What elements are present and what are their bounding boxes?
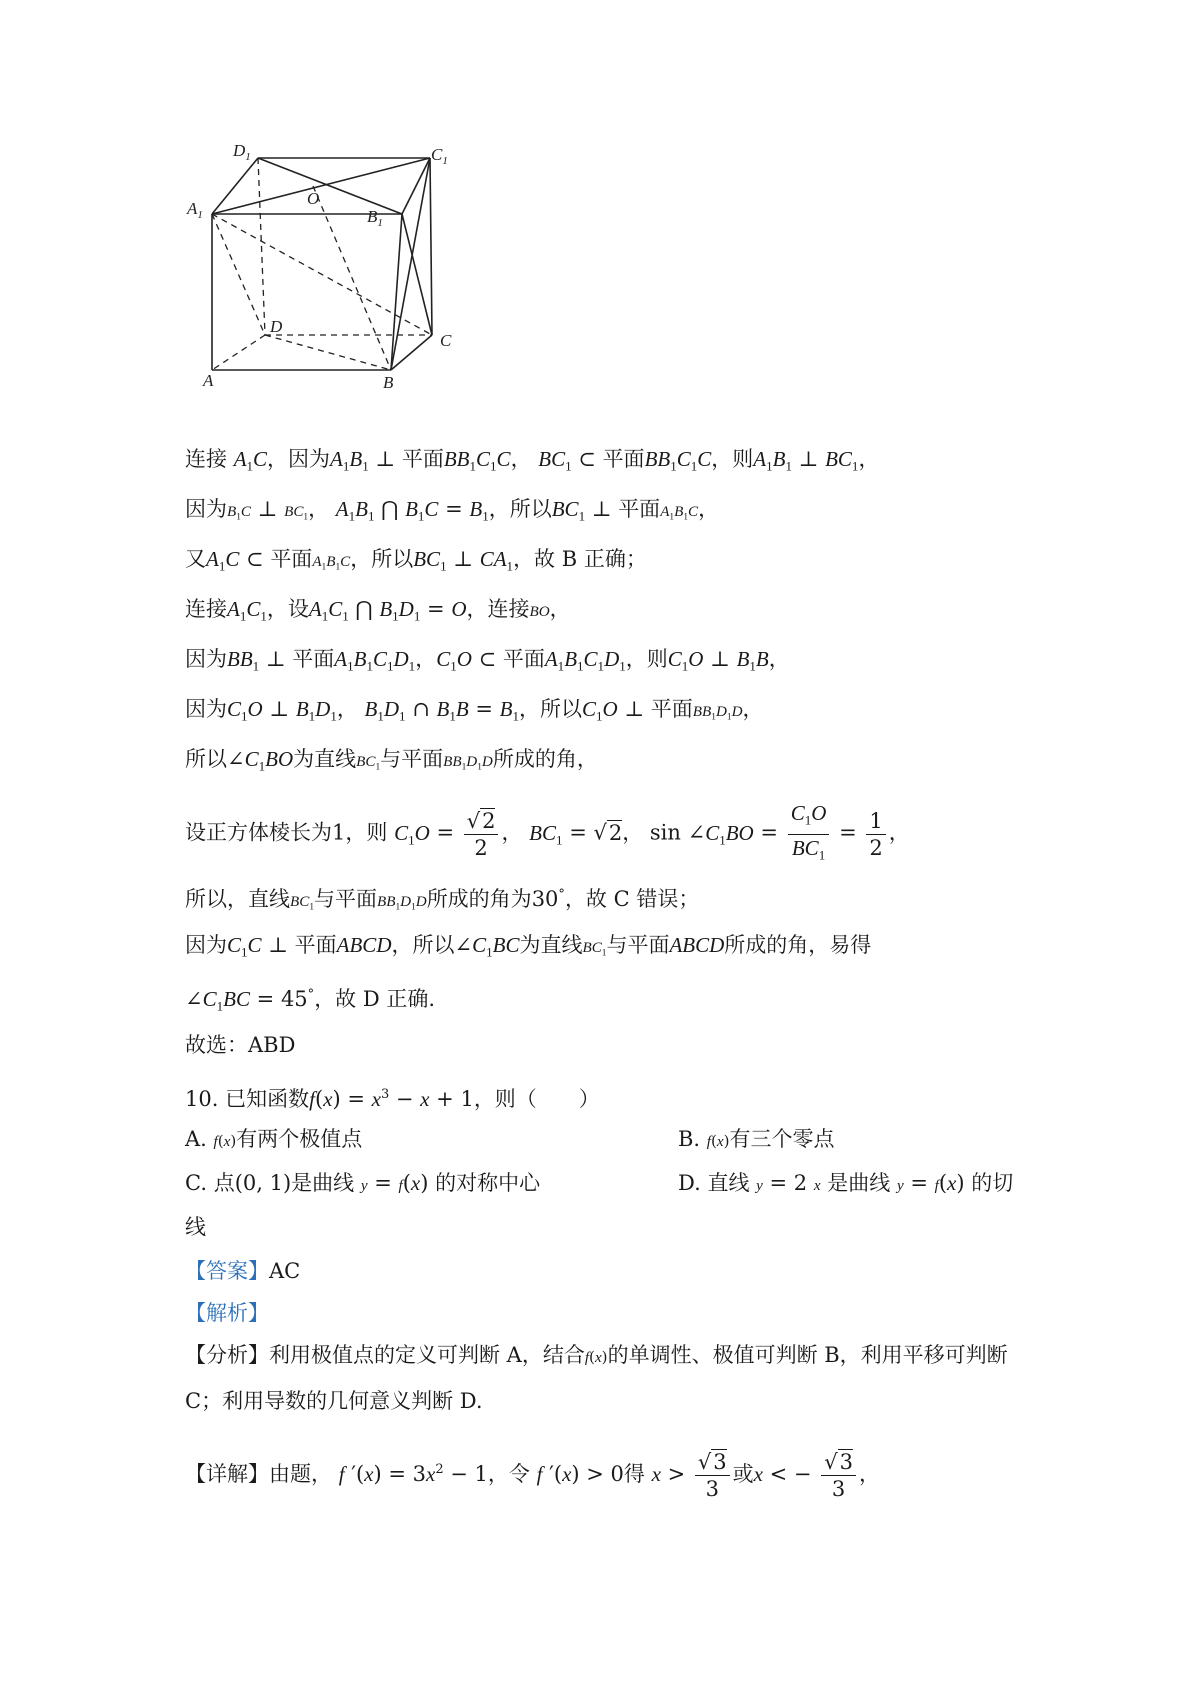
option-d: D. 直线 y = 2 x 是曲线 y = f(x) 的切: [678, 1171, 1014, 1195]
answer-summary: 故选：ABD: [185, 1033, 296, 1057]
solution-line-6: 因为$C_1O$ ⊥ $B_1D_1$， $B_1D_1$ ∩ $B_1B = B_1$，所以$C_1O$ ⊥ 平面$BB_1D_1D$，: [185, 697, 764, 724]
label-a1: $A_1$: [187, 199, 203, 221]
label-d1: $D_1$: [233, 142, 251, 163]
label-b: B: [383, 373, 394, 392]
label-a: A: [203, 371, 214, 390]
solution-line-3: 又$A_1C$ ⊂ 平面$A_1B_1C$，所以$BC_1$ ⊥ $CA_1$，故 B 正确；: [185, 547, 647, 574]
analysis-line-1: 【分析】利用极值点的定义可判断 A，结合f(x)的单调性、极值可判断 B，利用平移可判断: [185, 1343, 1008, 1367]
label-c: C: [440, 331, 452, 350]
option-b: B. f(x)有三个零点: [678, 1127, 835, 1151]
solution-line-8: 设正方体棱长为1，则 $C_1O$ = $\frac{√2}{2}$ ， $BC_1 = √2$， $\sin \angle C_1BO$ = $\frac{C_1O}{BC_1}$ = $\frac{1}{2}$ ，: [185, 801, 910, 863]
label-b1: $B_1$: [367, 207, 383, 229]
analysis-heading: 【解析】: [185, 1301, 269, 1325]
solution-line-10: 因为$C_1C$ ⊥ 平面ABCD，所以$\angle C_1BC$为直线$BC_1$与平面ABCD所成的角，易得: [185, 933, 872, 960]
solution-line-4: 连接$A_1C_1$，设$A_1C_1$ ⋂ $B_1D_1 = O$，连接BO，: [185, 597, 571, 624]
solution-line-5: 因为$BB_1$ ⊥ 平面$A_1B_1C_1D_1$，$C_1O$ ⊂ 平面$A_1B_1C_1D_1$，则$C_1O$ ⊥ $B_1B$，: [185, 647, 790, 674]
label-c1: $C_1$: [431, 145, 448, 167]
solution-line-9: 所以，直线$BC_1$与平面$BB_1D_1D$所成的角为30°，故 C 错误；: [185, 886, 700, 913]
solution-line-1: 连接 $A_1C$，因为$A_1B_1$ ⊥ 平面$BB_1C_1C$， $BC_1$ ⊂ 平面$BB_1C_1C$，则$A_1B_1$ ⊥ $BC_1$，: [185, 447, 880, 474]
answer-line: 【答案】AC: [185, 1259, 301, 1283]
question-10: 10. 已知函数$f(x) = x^3 - x + 1$，则（ ）: [185, 1086, 600, 1111]
detail-line: 【详解】由题， f $'(x) = 3x^2 - 1$，令 f ′(x) > 0得 x > $\frac{√3}{3}$ 或x < − $\frac{√3}{3}$ ，: [185, 1449, 880, 1501]
solution-line-7: 所以$\angle C_1BO$为直线$BC_1$与平面$BB_1D_1D$所成的角，: [185, 747, 598, 774]
cube-figure: [185, 142, 515, 427]
analysis-line-2: C；利用导数的几何意义判断 D.: [185, 1389, 483, 1413]
solution-line-11: $\angle C_1BC = 45^\circ$，故 D 正确.: [185, 986, 436, 1014]
option-a: A. f(x)有两个极值点: [185, 1127, 363, 1151]
option-d-wrap: 线: [185, 1215, 206, 1239]
label-o: O: [307, 189, 320, 208]
solution-line-2: 因为$B_1C$ ⊥ $BC_1$， $A_1B_1$ ⋂ $B_1C = B_1$，所以$BC_1$ ⊥ 平面$A_1B_1C$，: [185, 497, 720, 524]
option-c: C. 点(0, 1)是曲线 y = f(x) 的对称中心: [185, 1171, 541, 1195]
label-d: D: [270, 317, 283, 336]
answer-tag: 【答案】: [185, 1259, 269, 1283]
